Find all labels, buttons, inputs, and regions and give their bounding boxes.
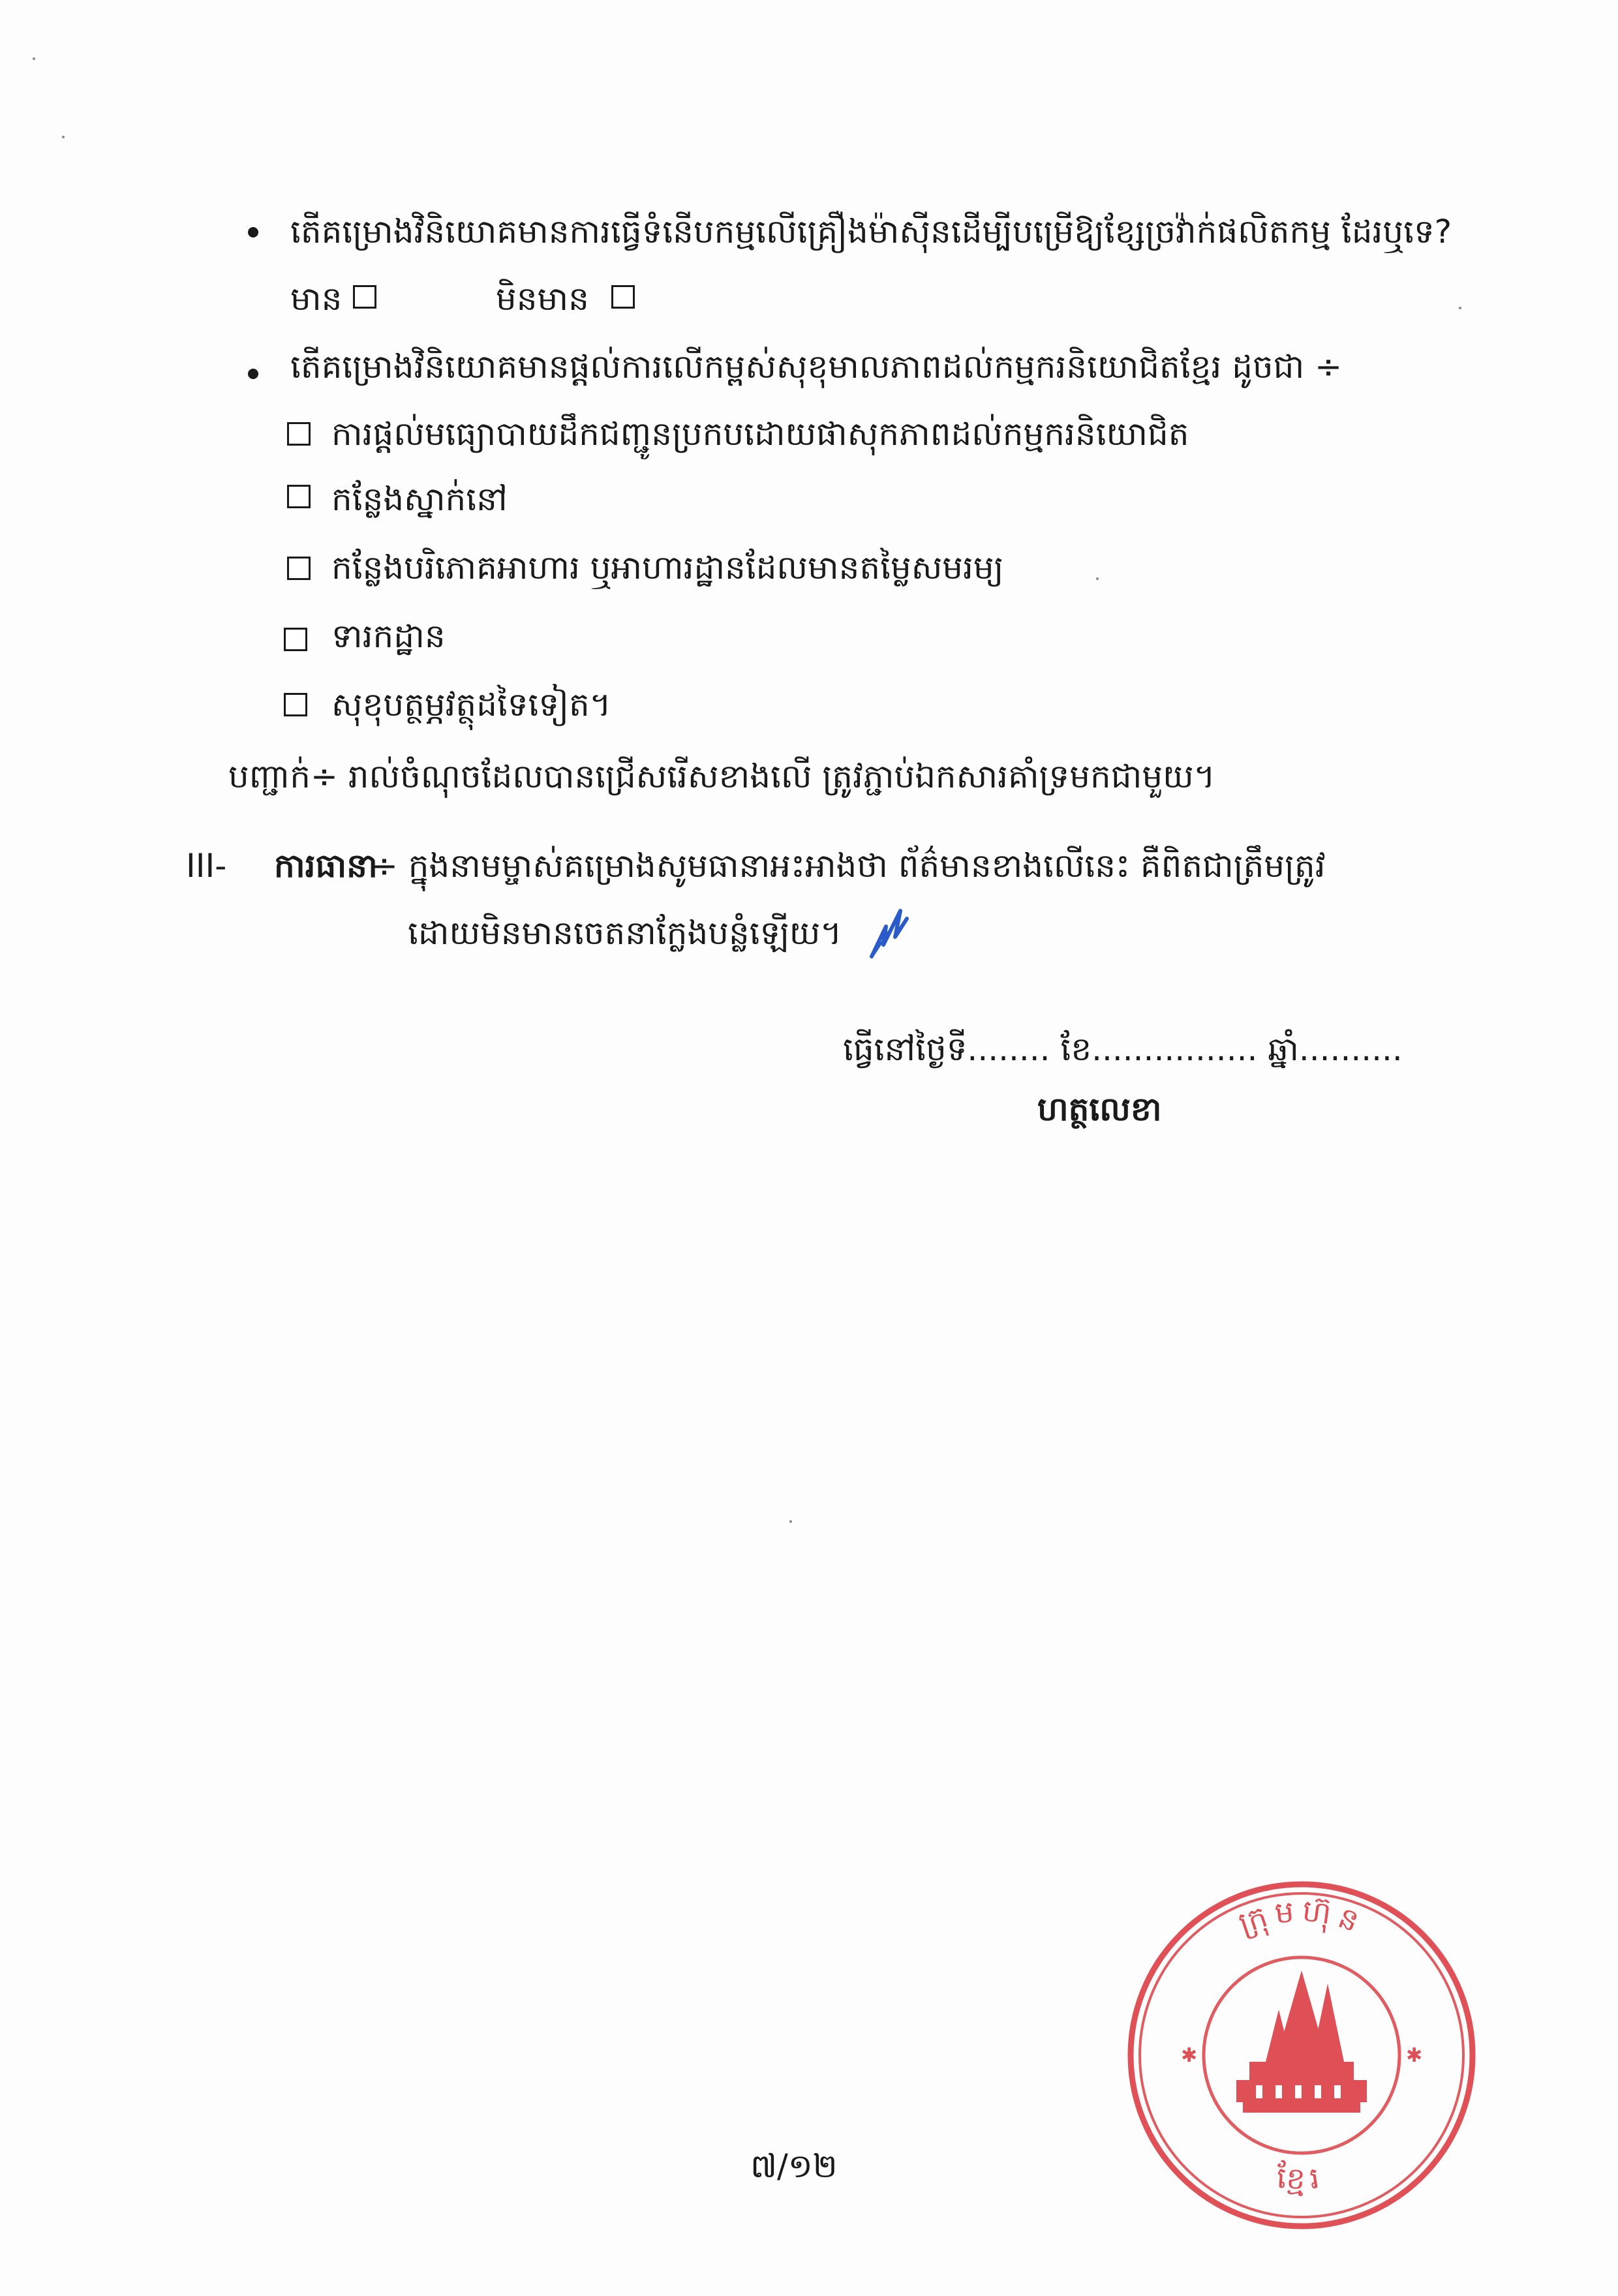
scan-speck bbox=[62, 136, 65, 138]
declaration-line-1: ÷ ក្នុងនាមម្ចាស់គម្រោងសូមធានាអះអាងថា ព័ត៌មានខាងលើនេះ គឺពិតជាត្រឹមត្រូវ bbox=[371, 847, 1326, 885]
company-seal-stamp bbox=[1119, 1873, 1484, 2238]
scan-speck bbox=[789, 1520, 792, 1523]
question-1-no-checkbox[interactable] bbox=[611, 285, 635, 309]
scan-speck bbox=[33, 57, 35, 60]
welfare-option-5-label: សុខុបត្ថម្ភវត្ថុដទៃទៀត។ bbox=[331, 686, 611, 724]
signatory-label: ហត្ថលេខា bbox=[1037, 1090, 1162, 1128]
welfare-option-1-label: ការផ្តល់មធ្យោបាយដឹកជញ្ជូនប្រកបដោយផាសុកភាពដល់កម្មករនិយោជិត bbox=[331, 415, 1189, 453]
declaration-number: III- bbox=[186, 847, 227, 885]
date-line: ធ្វើនៅថ្ងៃទី........ ខែ................ ឆ្នាំ.......... bbox=[843, 1030, 1403, 1068]
welfare-option-1-checkbox[interactable] bbox=[287, 422, 311, 446]
bullet-question-2 bbox=[248, 369, 258, 379]
welfare-option-3-label: កន្លែងបរិភោគអាហារ ឬអាហារដ្ឋានដែលមានតម្លៃសមរម្យ bbox=[331, 549, 1004, 587]
welfare-option-5-checkbox[interactable] bbox=[284, 693, 307, 716]
svg-text:ក្រុមហ៊ុន: ក្រុមហ៊ុន bbox=[1234, 1892, 1370, 1942]
question-1-text: តើគម្រោងវិនិយោគមានការធ្វើទំនើបកម្មលើគ្រឿងម៉ាស៊ីនដើម្បីបម្រើឱ្យខ្សែច្រវ៉ាក់ផលិតកម្ម ដែរឬទេ? bbox=[290, 213, 1452, 251]
page-number: ៧/១២ bbox=[750, 2147, 838, 2185]
svg-text:✱: ✱ bbox=[1181, 2044, 1198, 2067]
welfare-option-2-label: កន្លែងស្នាក់នៅ bbox=[331, 480, 508, 518]
question-1-option-yes-label: មាន bbox=[290, 280, 343, 318]
welfare-option-2-checkbox[interactable] bbox=[287, 485, 311, 508]
svg-text:✱: ✱ bbox=[1406, 2044, 1423, 2067]
welfare-option-4-checkbox[interactable] bbox=[284, 628, 307, 651]
question-1-option-no-label: មិនមាន bbox=[496, 280, 589, 318]
scan-speck bbox=[1459, 307, 1461, 309]
attachment-note: បញ្ជាក់÷ រាល់ចំណុចដែលបានជ្រើសរើសខាងលើ ត្រូវភ្ជាប់ឯកសារគាំទ្រមកជាមួយ។ bbox=[228, 758, 1215, 795]
initial-signature-mark bbox=[860, 899, 919, 964]
question-2-text: តើគម្រោងវិនិយោគមានផ្តល់ការលើកម្ពស់សុខុមាលភាពដល់កម្មករនិយោជិតខ្មែរ ដូចជា ÷ bbox=[290, 348, 1343, 386]
declaration-heading: ការធានា bbox=[274, 847, 378, 885]
svg-text:ខ្មែរ: ខ្មែរ bbox=[1275, 2158, 1328, 2197]
welfare-option-3-checkbox[interactable] bbox=[287, 557, 311, 580]
scan-speck bbox=[1096, 577, 1099, 580]
question-1-yes-checkbox[interactable] bbox=[353, 285, 376, 309]
bullet-question-1 bbox=[248, 227, 258, 237]
declaration-line-2: ដោយមិនមានចេតនាក្លែងបន្លំឡើយ។ bbox=[408, 914, 842, 952]
welfare-option-4-label: ទារកដ្ឋាន bbox=[331, 617, 446, 655]
